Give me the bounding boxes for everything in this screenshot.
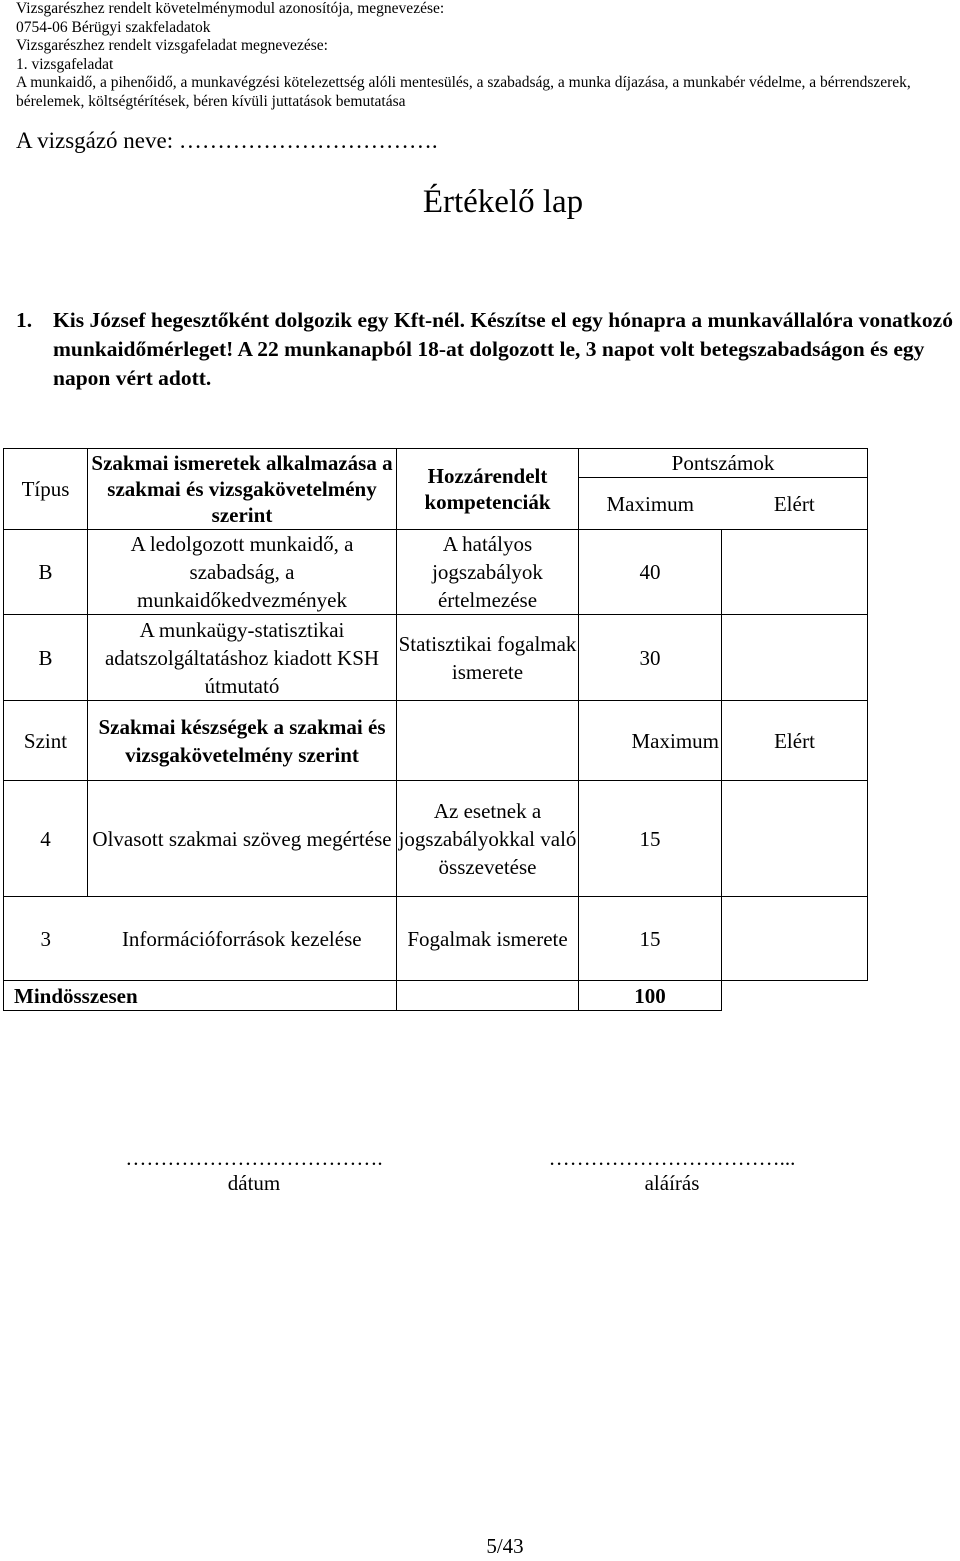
- row-competence: A hatályos jogszabályok értelmezése: [397, 530, 579, 615]
- page-number: 5/43: [486, 1534, 524, 1558]
- row-competence: Fogalmak ismerete: [397, 897, 579, 981]
- date-field: [108, 1146, 400, 1196]
- header-type: Típus: [4, 449, 88, 530]
- total-label: Mindösszesen: [4, 981, 397, 1011]
- row-max: 30: [579, 615, 722, 701]
- row-topic: A ledolgozott munkaidő, a szabadság, a munkaidőkedvezmények: [88, 530, 397, 615]
- evaluation-table: [3, 448, 868, 1011]
- page-title: Értékelő lap: [422, 184, 584, 220]
- signature-field: [522, 1146, 822, 1196]
- row-competence: Statisztikai fogalmak ismerete: [397, 615, 579, 701]
- header-max: Maximum: [579, 478, 722, 530]
- row-max: 15: [579, 897, 722, 981]
- task-name: 1. vizsgafeladat: [16, 55, 114, 73]
- row-achieved: [722, 530, 868, 615]
- date-label: dátum: [227, 1171, 281, 1195]
- header-achieved-skills: Elért: [722, 701, 868, 781]
- row-max: 40: [579, 530, 722, 615]
- task-label: Vizsgarészhez rendelt vizsgafeladat megnevezése:: [16, 37, 328, 54]
- header-achieved: Elért: [722, 478, 868, 530]
- header-competence: Hozzárendelt kompetenciák: [397, 449, 579, 530]
- task-description: A munkaidő, a pihenőidő, a munkavégzési kötelezettség alóli mentesülés, a szabadság, a munka díjazása, a munkabér védelme, a bérrendszerek, bérelemek, költségtérítések, béren kívüli juttatások bemutatása: [16, 74, 911, 110]
- row-level: 4: [4, 781, 88, 897]
- task-text: Kis József hegesztőként dolgozik egy Kft-nél. Készítse el egy hónapra a munkavállalóra vonatkozó munkaidőmérleget! A 22 munkanapból 18-at dolgozott le, 3 napot volt betegszabadságon és egy napon vért adott.: [53, 308, 953, 390]
- header-max-skills: Maximum: [579, 701, 722, 781]
- row-type: B: [4, 615, 88, 701]
- signature-label: aláírás: [644, 1171, 700, 1195]
- row-level: 3: [4, 897, 88, 981]
- row-achieved: [722, 615, 868, 701]
- signature-dots: ……………………………...: [548, 1146, 796, 1170]
- header-level: Szint: [4, 701, 88, 781]
- row-topic: Információforrások kezelése: [88, 897, 397, 981]
- table-row: [4, 615, 868, 701]
- header-knowledge: Szakmai ismeretek alkalmazása a szakmai és vizsgakövetelmény szerint: [88, 449, 397, 530]
- table-row: [4, 530, 868, 615]
- table-row: [4, 781, 868, 897]
- module-name: 0754-06 Bérügyi szakfeladatok: [16, 18, 211, 36]
- table-row: [4, 897, 868, 981]
- header-skills: Szakmai készségek a szakmai és vizsgakövetelmény szerint: [88, 701, 397, 781]
- row-topic: A munkaügy-statisztikai adatszolgáltatáshoz kiadott KSH útmutató: [88, 615, 397, 701]
- row-topic: Olvasott szakmai szöveg megértése: [88, 781, 397, 897]
- row-achieved: [722, 781, 868, 897]
- examinee-name-field: A vizsgázó neve: …………………………….: [16, 128, 438, 153]
- task-statement: [16, 306, 960, 393]
- total-value: 100: [579, 981, 722, 1011]
- task-number: 1.: [16, 308, 33, 332]
- module-label: Vizsgarészhez rendelt követelménymodul azonosítója, megnevezése:: [16, 0, 445, 17]
- document-header: [16, 0, 956, 111]
- row-achieved: [722, 897, 868, 981]
- header-points: Pontszámok: [579, 449, 868, 478]
- row-max: 15: [579, 781, 722, 897]
- date-dots: ……………………………….: [125, 1146, 383, 1170]
- row-competence: Az esetnek a jogszabályokkal való összevetése: [397, 781, 579, 897]
- row-type: B: [4, 530, 88, 615]
